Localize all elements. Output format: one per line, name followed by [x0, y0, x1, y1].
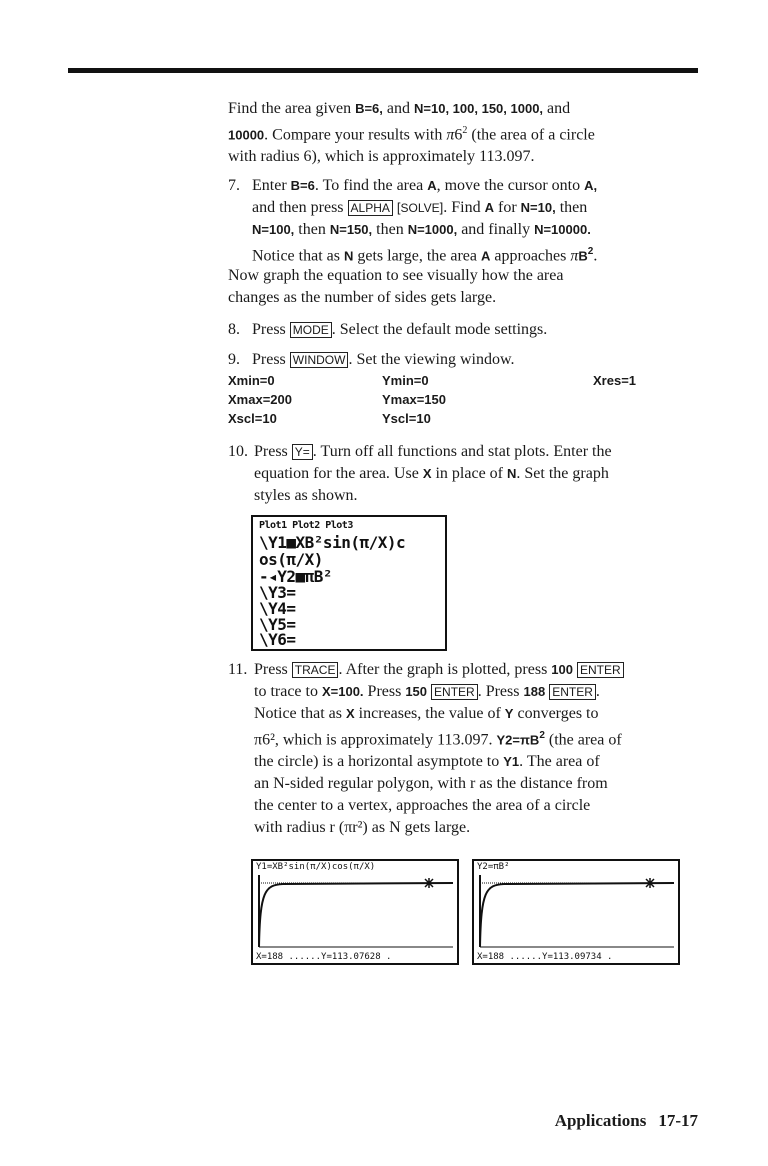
plot-header: Plot1 Plot2 Plot3	[259, 520, 353, 531]
y-equals-key: Y=	[292, 444, 313, 460]
enter-key: ENTER	[549, 684, 596, 700]
step-11: 11. Press TRACE . After the graph is plotted, press 100 ENTER to trace to X=100. Press 150 ENTER . Press 188 ENTER . Notice that as X increases, the value of Y converges to π6², which is approximately 113.097. $Y2=\pi B^2$ (the area of the circle) is a horizontal asymptote to Y1. The area of an N-sided regular polygon, with r as the distance from the center to a vertex, approaches the area of a circle with radius r (πr²) as N gets large.	[228, 661, 622, 837]
step-8: 8. Press MODE . Select the default mode settings.	[228, 321, 548, 338]
y5-line: \Y5=	[259, 615, 296, 634]
y1-line-2: os(π/X)	[259, 550, 323, 569]
xmax-setting: Xmax=200	[228, 392, 292, 407]
trace-key: TRACE	[292, 662, 339, 678]
alpha-key: ALPHA	[348, 200, 393, 216]
page-footer	[555, 1111, 698, 1131]
graph-y2-readout: X=188 ......Y=113.09734 .	[477, 952, 613, 962]
window-key: WINDOW	[290, 352, 349, 368]
yscl-setting: Yscl=10	[382, 411, 431, 426]
graph-y1-equation: Y1=XB²sin(π/X)cos(π/X)	[256, 862, 376, 872]
y-editor-screen	[251, 515, 447, 651]
y3-line: \Y3=	[259, 583, 296, 602]
footer-section: Applications	[554, 1111, 647, 1130]
graph-y1-readout: X=188 ......Y=113.07628 .	[256, 952, 392, 962]
ymax-setting: Ymax=150	[382, 392, 446, 407]
y2-line: -◂Y2■πB²	[259, 567, 333, 586]
y6-line: \Y6=	[259, 630, 296, 649]
step-9: 9. Press WINDOW . Set the viewing window.	[228, 351, 515, 368]
window-settings	[228, 373, 698, 430]
graph-screen-y2	[472, 859, 680, 965]
xmin-setting: Xmin=0	[228, 373, 275, 388]
graph-y2-equation: Y2=πB²	[477, 862, 510, 872]
mode-key: MODE	[290, 322, 332, 338]
graph-y1-plot	[253, 861, 457, 963]
graph-y2-plot	[474, 861, 678, 963]
xscl-setting: Xscl=10	[228, 411, 277, 426]
y1-line-1: \Y1■XB²sin(π/X)c	[259, 533, 406, 552]
graph-screen-y1	[251, 859, 459, 965]
footer-page-number: 17-17	[658, 1111, 698, 1130]
step-7: 7. Enter B=6. To find the area A, move the cursor onto A, and then press ALPHA [SOLVE]. Find A for N=10, then N=100, then N=150, then N=1000, and finally N=10000. Notice that as N gets large, the area A approaches $\pi B^2$.	[228, 177, 598, 265]
graph-intro: Now graph the equation to see visually how the area changes as the number of sides gets large.	[228, 267, 564, 306]
solve-key: SOLVE	[400, 201, 440, 215]
top-rule	[68, 68, 698, 73]
enter-key: ENTER	[431, 684, 478, 700]
ymin-setting: Ymin=0	[382, 373, 429, 388]
y4-line: \Y4=	[259, 599, 296, 618]
intro-paragraph: Find the area given B=6, and N=10, 100, 150, 1000, and 10000. Compare your results with $\pi 6^2$ (the area of a circle with radius 6), which is approximately 113.097.	[228, 100, 595, 166]
enter-key: ENTER	[577, 662, 624, 678]
xres-setting: Xres=1	[593, 373, 637, 388]
step-10: 10. Press Y= . Turn off all functions and stat plots. Enter the equation for the area. Use X in place of N. Set the graph styles as shown.	[228, 443, 612, 504]
